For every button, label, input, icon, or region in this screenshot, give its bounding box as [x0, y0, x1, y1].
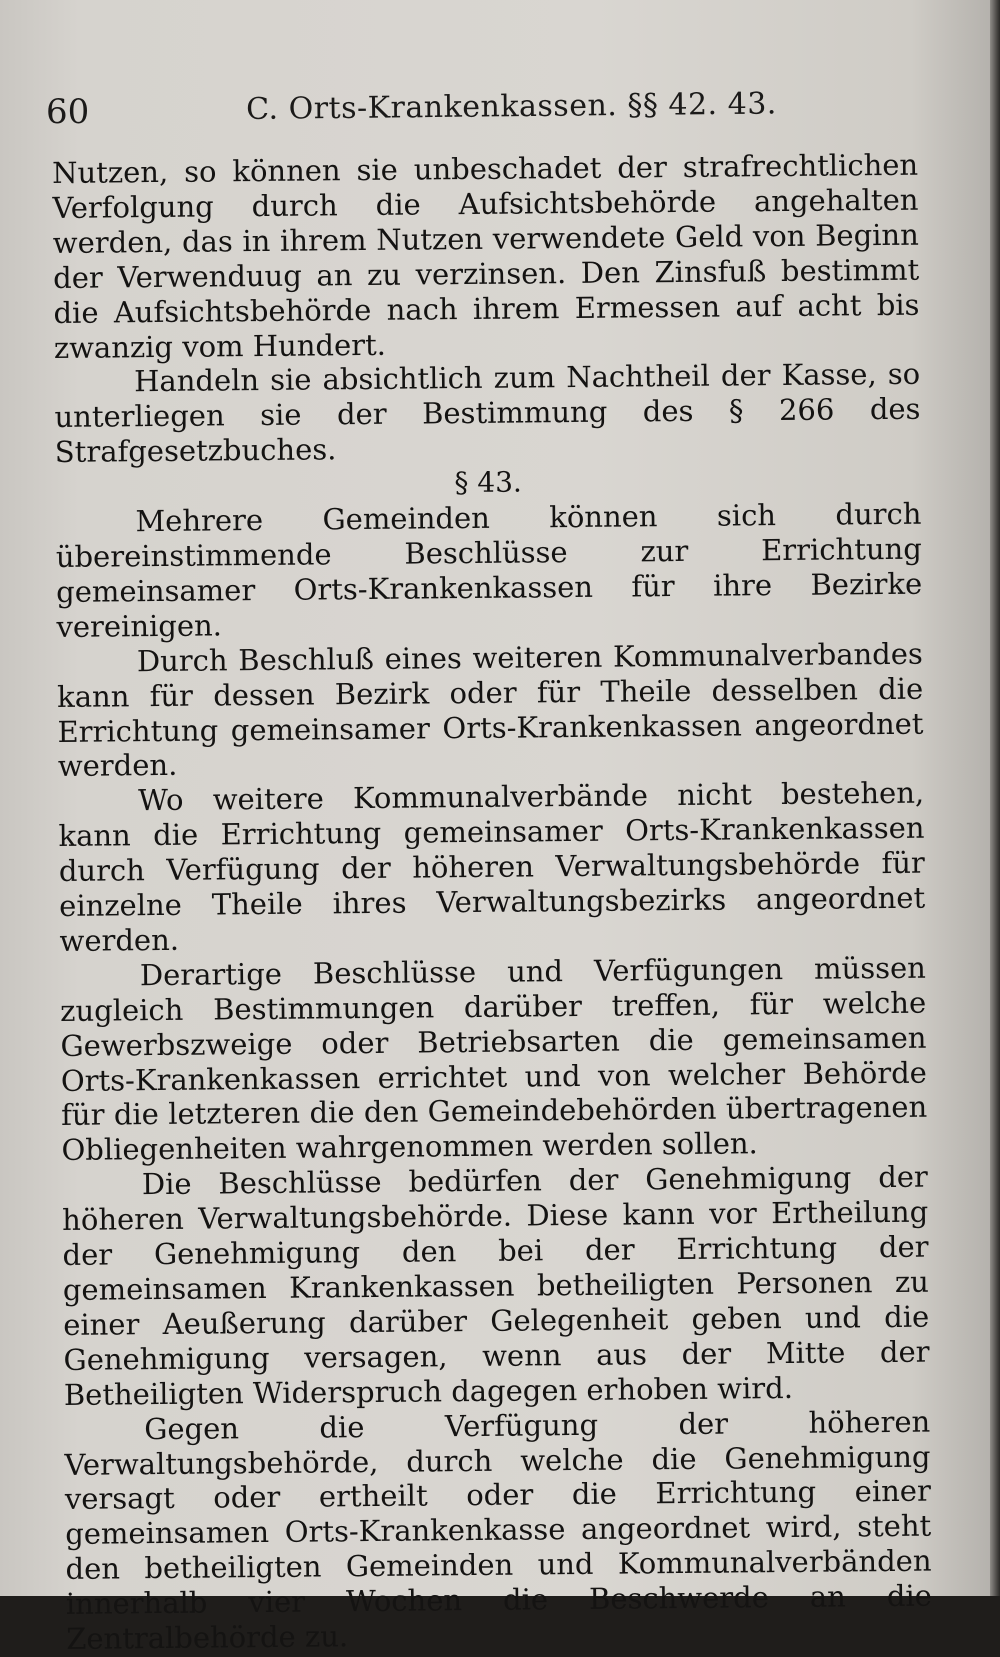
paragraph: Mehrere Gemeinden können sich durch übereinstimmende Beschlüsse zur Errichtung gemeinsamer Orts-Krankenkassen für ihre Bezirke vereinigen. [55, 496, 923, 644]
paragraph: Durch Beschluß eines weiteren Kommunalverbandes kann für dessen Bezirk oder für Theile desselben die Errichtung gemeinsamer Orts-Krankenkassen angeordnet werden. [57, 636, 924, 784]
page-number: 60 [46, 92, 90, 132]
paragraph: Gegen die Verfügung der höheren Verwaltungsbehörde, durch welche die Genehmigung versagt oder ertheilt oder die Errichtung einer gemeinsamen Orts-Krankenkasse angeordnet wird, steht den betheiligten Gemeinden und Kommunalverbänden innerhalb vier Wochen die Beschwerde an die Zentralbehörde zu. [64, 1404, 933, 1656]
running-head: C. Orts-Krankenkassen. §§ 42. 43. [246, 86, 778, 127]
paragraph: Handeln sie absichtlich zum Nachtheil der Kasse, so unterliegen sie der Bestimmung des § 266 des Strafgesetzbuches. [54, 357, 921, 470]
page-edge-shadow [990, 0, 1000, 1596]
page-header [46, 86, 906, 142]
paragraph: Wo weitere Kommunalverbände nicht bestehen, kann die Errichtung gemeinsamer Orts-Krankenkassen durch Verfügung der höheren Verwaltungsbehörde für einzelne Theile ihres Verwaltungsbezirks angeordnet werden. [58, 775, 926, 958]
paragraph: Derartige Beschlüsse und Verfügungen müssen zugleich Bestimmungen darüber treffen, für welche Gewerbszweige oder Betriebsarten die gemeinsamen Orts-Krankenkassen errichtet und von welcher Behörde für die letzteren die den Gemeindebehörden übertragenen Obliegenheiten wahrgenommen werden sollen. [60, 950, 928, 1168]
body-text [52, 148, 932, 1657]
section-heading: § 43. [454, 465, 523, 500]
paragraph: Die Beschlüsse bedürfen der Genehmigung der höheren Verwaltungsbehörde. Diese kann vor Ertheilung der Genehmigung den bei der Errichtung der gemeinsamen Krankenkassen betheiligten Personen zu einer Aeußerung darüber Gelegenheit geben und die Genehmigung versagen, wenn aus der Mitte der Betheiligten Widerspruch dagegen erhoben wird. [62, 1159, 930, 1412]
paragraph-continuation: Nutzen, so können sie unbeschadet der strafrechtlichen Verfolgung durch die Aufsichtsbehörde angehalten werden, das in ihrem Nutzen verwendete Geld von Beginn der Verwenduug an zu verzinsen. Den Zinsfuß bestimmt die Aufsichtsbehörde nach ihrem Ermessen auf acht bis zwanzig vom Hundert. [52, 147, 920, 365]
